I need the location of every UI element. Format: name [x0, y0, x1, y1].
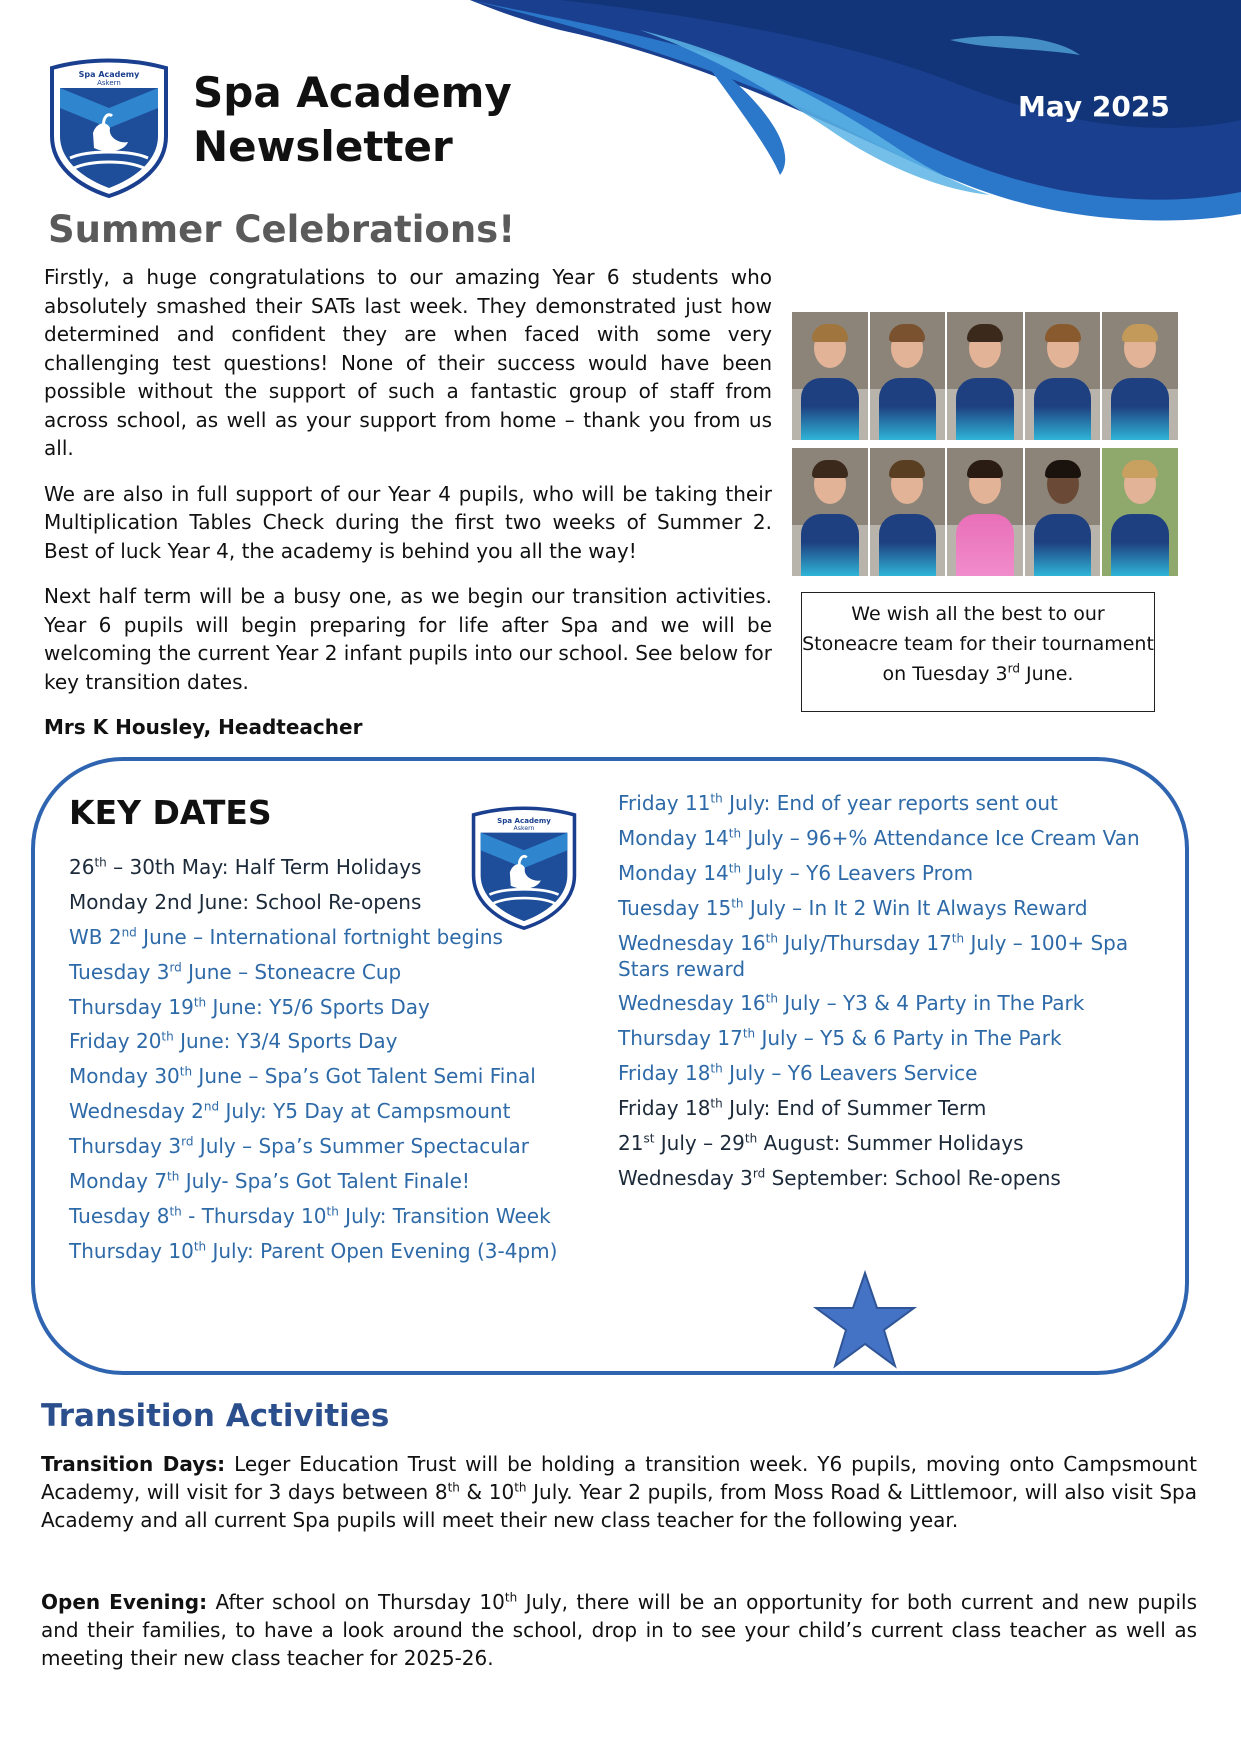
key-date-item: [69, 1098, 579, 1124]
date-suffix: th: [728, 826, 742, 841]
headteacher-signature: Mrs K Housley, Headteacher: [44, 715, 363, 739]
caption-text: We wish all the best to our Stoneacre team for their tournament on Tuesday 3: [802, 603, 1154, 685]
date-text: Monday 2nd June: School Re-opens: [69, 889, 422, 914]
pupil-photo: [1025, 312, 1101, 440]
date-text: June – Stoneacre Cup: [181, 959, 402, 984]
key-date-item: [618, 930, 1178, 982]
key-date-item: [69, 1063, 579, 1089]
pupil-photo: [947, 448, 1023, 576]
key-date-item: [618, 790, 1178, 816]
date-text: Monday 30: [69, 1064, 180, 1089]
date-text: Tuesday 15: [618, 895, 732, 920]
date-suffix: th: [951, 930, 965, 945]
date-text: Monday 14: [618, 825, 729, 850]
key-date-item: [618, 860, 1178, 886]
date-text: - Thursday 10: [181, 1203, 327, 1228]
date-text: June: Y5/6 Sports Day: [206, 994, 430, 1019]
date-text: 26: [69, 855, 95, 879]
title-line-2: Newsletter: [193, 122, 453, 171]
key-date-item: [618, 1095, 1178, 1121]
date-text: July – Y6 Leavers Prom: [741, 860, 974, 885]
key-dates-list-left: [69, 854, 579, 1273]
date-text: Monday 7: [69, 1169, 168, 1194]
pupil-photo: [1025, 448, 1101, 576]
paragraph: Firstly, a huge congratulations to our amazing Year 6 students who absolutely smashed their SATs last week. They demonstrated just how determined and confident they are when faced with some very challenging test questions! None of their success would have been possible without the support of such a fantastic group of staff from across school, as well as your support from home – thank you from us all.: [44, 265, 772, 460]
pupil-photo: [792, 448, 868, 576]
pupil-photo: [792, 312, 868, 440]
date-text: July – Y5 & 6 Party in The Park: [755, 1026, 1062, 1051]
date-text: June: Y3/4 Sports Day: [173, 1029, 398, 1054]
date-text: Thursday 17: [618, 1026, 743, 1051]
date-suffix: nd: [203, 1099, 220, 1114]
key-date-item: [69, 924, 579, 950]
section-heading-transition: Transition Activities: [41, 1398, 390, 1434]
date-suffix: th: [710, 1096, 723, 1111]
open-evening-paragraph: [41, 1588, 1197, 1672]
sup: th: [447, 1480, 460, 1495]
issue-date: May 2025: [1018, 90, 1170, 123]
date-text: July – 96+% Attendance Ice Cream Van: [741, 825, 1140, 850]
key-date-item: [69, 1238, 579, 1264]
key-date-item: [69, 959, 579, 985]
logo-text-line2: Askern: [97, 79, 121, 87]
section-heading-celebrations: Summer Celebrations!: [48, 208, 516, 251]
date-suffix: th: [169, 1204, 182, 1219]
paragraph: We are also in full support of our Year 4 pupils, who will be taking their Multiplication Tables Check during the first two weeks of Summer 2. Best of luck Year 4, the academy is behind you all the way!: [44, 481, 772, 563]
sup: th: [504, 1590, 518, 1605]
date-text: July – Y6 Leavers Service: [722, 1061, 978, 1086]
date-suffix: th: [742, 1026, 756, 1041]
date-text: Tuesday 8: [69, 1203, 170, 1228]
school-crest-logo: [48, 58, 170, 198]
date-text: Wednesday 16: [618, 991, 766, 1016]
key-dates-list-right: [618, 790, 1178, 1200]
date-suffix: th: [179, 1064, 193, 1079]
key-date-item: [618, 895, 1178, 921]
caption-text-end: June.: [1020, 663, 1074, 685]
team-photo-collage: [792, 312, 1178, 576]
date-suffix: th: [167, 1169, 180, 1184]
date-suffix: th: [765, 930, 778, 945]
date-text: Thursday 10: [69, 1238, 194, 1263]
text: After school on Thursday 10: [207, 1590, 505, 1614]
celebrations-body: [44, 263, 772, 759]
star-icon: [812, 1270, 918, 1370]
title-line-1: Spa Academy: [193, 68, 512, 117]
date-text: Friday 20: [69, 1029, 162, 1054]
date-text: July: Y5 Day at Campsmount: [219, 1099, 511, 1124]
date-text: Monday 14: [618, 860, 729, 885]
date-text: June – Spa’s Got Talent Semi Final: [192, 1064, 536, 1089]
date-text: July: End of Summer Term: [722, 1096, 987, 1121]
text: Leger Education Trust will be holding a transition week. Y6 pupils, moving onto Campsmount Academy, will visit for 3 days between 8: [41, 1452, 1197, 1504]
date-text: Thursday 19: [69, 994, 194, 1019]
date-text: July – Spa’s Summer Spectacular: [193, 1134, 529, 1159]
date-text: July- Spa’s Got Talent Finale!: [179, 1169, 470, 1194]
key-date-item: [618, 1165, 1178, 1191]
photo-row: [792, 448, 1178, 576]
date-text: August: Summer Holidays: [757, 1131, 1024, 1156]
date-text: June – International fortnight begins: [136, 924, 503, 949]
text: July. Year 2 pupils, from Moss Road & Littlemoor, will also visit Spa Academy and all current Spa pupils will meet their new class teacher for the following year.: [41, 1480, 1197, 1532]
date-text: September: School Re-opens: [765, 1165, 1061, 1190]
date-suffix: th: [710, 791, 723, 806]
date-text: July – Y3 & 4 Party in The Park: [777, 991, 1085, 1016]
date-suffix: th: [710, 1061, 723, 1076]
transition-days-label: Transition Days:: [41, 1452, 226, 1476]
date-text: July: End of year reports sent out: [722, 791, 1058, 815]
date-text: Wednesday 2: [69, 1099, 204, 1124]
key-date-item: [69, 1168, 579, 1194]
date-suffix: th: [765, 991, 778, 1006]
date-suffix: rd: [181, 1134, 194, 1149]
key-dates-heading: KEY DATES: [69, 793, 272, 832]
date-text: Tuesday 3: [69, 959, 170, 984]
pupil-photo: [1102, 312, 1178, 440]
key-date-item: [69, 1028, 579, 1054]
text: & 10: [459, 1480, 515, 1504]
date-suffix: th: [731, 896, 744, 911]
key-date-item: [618, 1025, 1178, 1051]
transition-days-paragraph: [41, 1450, 1197, 1534]
pupil-photo: [1102, 448, 1178, 576]
date-suffix: th: [326, 1204, 339, 1219]
date-text: Thursday 3: [69, 1134, 182, 1159]
text: July, there will be an opportunity for both current and new pupils and their families, to have a look around the school, drop in to see your child’s current class teacher as well as meeting their new class teacher for 2025-26.: [41, 1590, 1197, 1670]
photo-row: [792, 312, 1178, 440]
key-date-item: [69, 1203, 579, 1229]
date-suffix: st: [643, 1131, 655, 1146]
date-suffix: th: [94, 855, 107, 870]
key-date-item: [69, 1133, 579, 1159]
date-suffix: th: [744, 1131, 758, 1146]
newsletter-title: [193, 66, 512, 174]
date-text: July/Thursday 17: [777, 930, 952, 955]
date-text: July – 29: [654, 1131, 745, 1156]
date-text: July: Parent Open Evening (3-4pm): [206, 1238, 558, 1263]
pupil-photo: [870, 312, 946, 440]
date-text: 21: [618, 1131, 644, 1156]
date-suffix: th: [193, 994, 207, 1009]
key-date-item: [69, 854, 579, 880]
stoneacre-team-caption: [801, 592, 1155, 712]
date-text: July – In It 2 Win It Always Reward: [743, 895, 1088, 920]
key-date-item: [618, 1060, 1178, 1086]
key-date-item: [618, 825, 1178, 851]
date-text: July – 100+ Spa Stars reward: [618, 930, 1129, 981]
logo-text-line1: Spa Academy: [497, 815, 551, 825]
date-suffix: rd: [169, 960, 182, 975]
date-suffix: th: [161, 1029, 174, 1044]
caption-sup: rd: [1007, 661, 1020, 676]
date-text: – 30th May: Half Term Holidays: [106, 855, 422, 879]
date-suffix: th: [728, 861, 742, 876]
paragraph: Next half term will be a busy one, as we begin our transition activities. Year 6 pupils will begin preparing for life after Spa and we will be welcoming the current Year 2 infant pupils into our school. See below for key transition dates.: [44, 584, 772, 694]
date-suffix: rd: [752, 1166, 766, 1181]
pupil-photo: [870, 448, 946, 576]
date-text: WB 2: [69, 924, 122, 949]
key-date-item: [618, 1130, 1178, 1156]
date-text: Wednesday 3: [618, 1165, 753, 1190]
key-date-item: [618, 990, 1178, 1016]
date-suffix: th: [193, 1239, 207, 1254]
date-text: Friday 11: [618, 791, 711, 815]
logo-text-line2: Askern: [513, 824, 535, 832]
sup: th: [514, 1480, 527, 1495]
logo-text-line1: Spa Academy: [78, 70, 140, 79]
open-evening-label: Open Evening:: [41, 1590, 208, 1614]
key-date-item: [69, 889, 579, 915]
date-text: Wednesday 16: [618, 930, 766, 955]
date-text: Friday 18: [618, 1096, 711, 1121]
date-text: July: Transition Week: [338, 1203, 551, 1228]
date-text: Friday 18: [618, 1061, 711, 1086]
key-date-item: [69, 994, 579, 1020]
pupil-photo: [947, 312, 1023, 440]
date-suffix: nd: [121, 925, 137, 940]
